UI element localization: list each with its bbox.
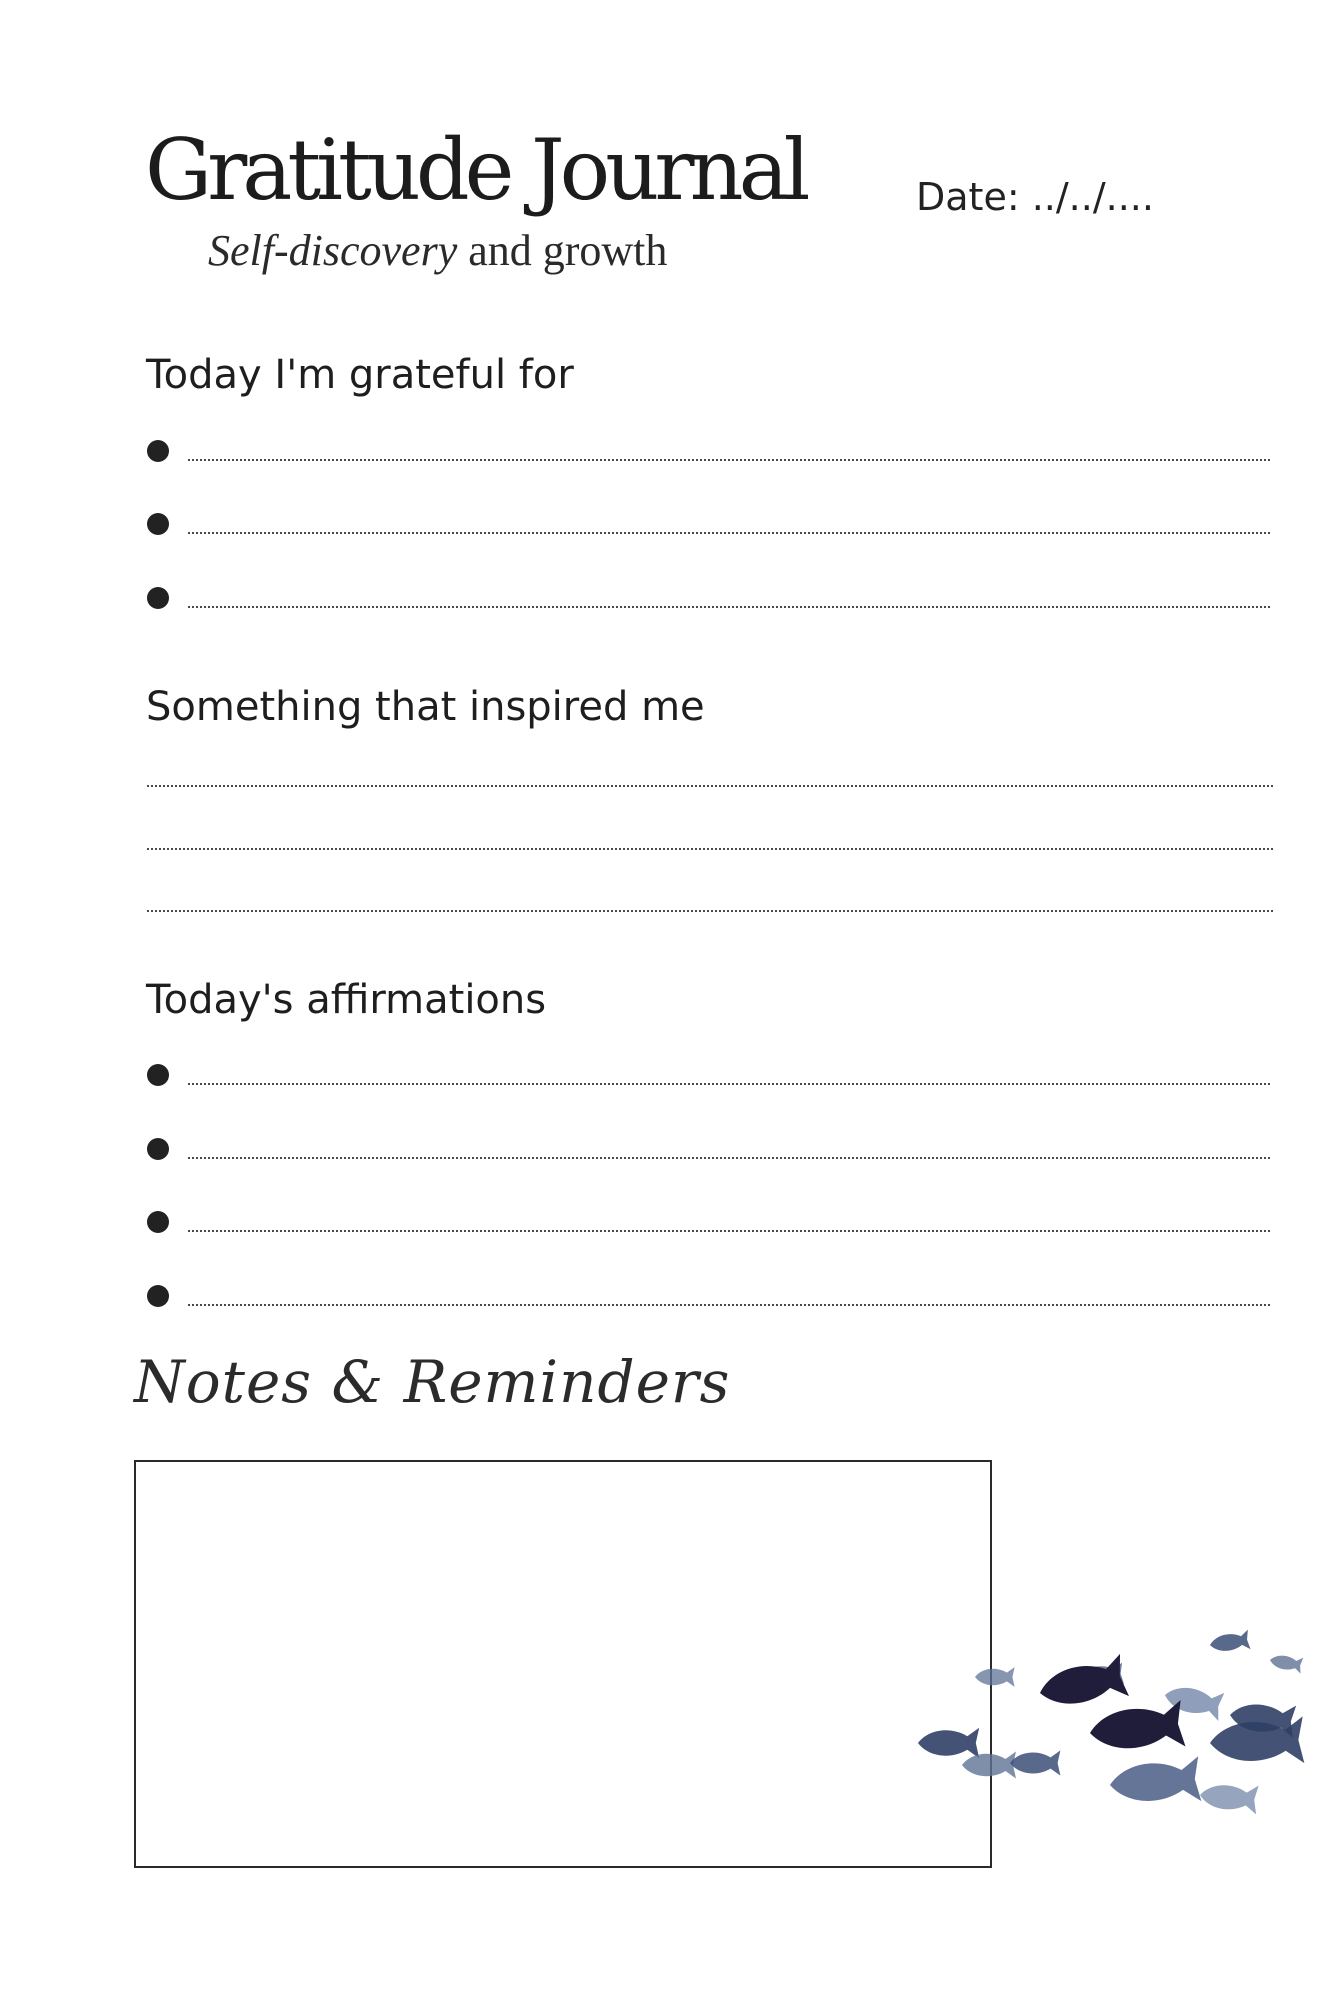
- affirmations-heading: Today's affirmations: [146, 977, 547, 1023]
- affirmation-line-3[interactable]: [188, 1230, 1270, 1232]
- bullet-icon: [147, 1064, 169, 1086]
- subtitle-rest: and growth: [457, 226, 668, 275]
- grateful-heading: Today I'm grateful for: [146, 352, 574, 398]
- grateful-line-3[interactable]: [188, 606, 1270, 608]
- date-field[interactable]: Date: ../../....: [916, 175, 1154, 219]
- affirmation-line-1[interactable]: [188, 1083, 1270, 1085]
- inspired-line-2[interactable]: [147, 848, 1273, 850]
- notes-box[interactable]: [134, 1460, 992, 1868]
- inspired-line-1[interactable]: [147, 785, 1273, 787]
- grateful-line-2[interactable]: [188, 532, 1270, 534]
- inspired-heading: Something that inspired me: [146, 684, 705, 730]
- inspired-line-3[interactable]: [147, 910, 1273, 912]
- bullet-icon: [147, 1138, 169, 1160]
- subtitle-italic: Self-discovery: [208, 226, 458, 275]
- bullet-icon: [147, 587, 169, 609]
- notes-heading: Notes & Reminders: [134, 1348, 731, 1416]
- bullet-icon: [147, 440, 169, 462]
- bullet-icon: [147, 1285, 169, 1307]
- grateful-line-1[interactable]: [188, 459, 1270, 461]
- fish-school-icon: [900, 1615, 1333, 1840]
- affirmation-line-2[interactable]: [188, 1157, 1270, 1159]
- bullet-icon: [147, 1211, 169, 1233]
- page-subtitle: [208, 225, 667, 276]
- page-title: Gratitude Journal: [145, 121, 806, 219]
- affirmation-line-4[interactable]: [188, 1304, 1270, 1306]
- bullet-icon: [147, 513, 169, 535]
